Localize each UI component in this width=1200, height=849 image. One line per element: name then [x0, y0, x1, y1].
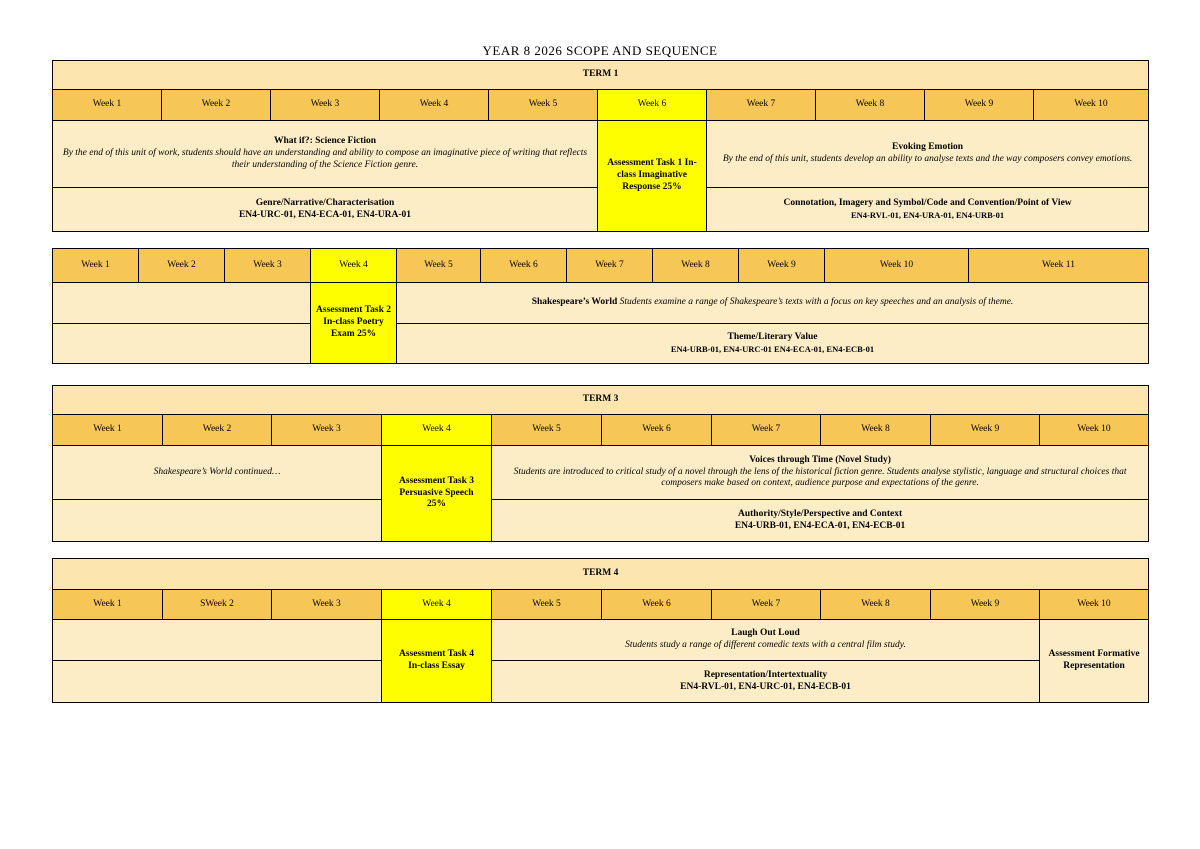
term1-unit1-desc: By the end of this unit of work, students should have an understanding and ability to compose an imaginative piece of writing that reflects their understanding of the Science Fiction genre.: [62, 148, 588, 170]
term4-week-8: Week 8: [821, 590, 931, 620]
term1-week-4: Week 4: [380, 90, 489, 121]
term4-formative: Assessment Formative Representation: [1040, 620, 1149, 703]
term3-assessment-name: Persuasive Speech: [399, 487, 474, 498]
term1-unit2-concepts-cell: [707, 188, 1149, 232]
term2-empty-top: [53, 283, 311, 324]
term3-unit-desc: Students are introduced to critical study of a novel through the lens of the historical fiction genre. Students analyse stylistic, language and structural choices that composers make based on context, audience purpose and expectations of the genre.: [513, 466, 1127, 489]
term2-week-7: Week 7: [567, 249, 653, 283]
term1-unit2-concept: Connotation, Imagery and Symbol/Code and Convention/Point of View: [783, 198, 1072, 209]
term2-week-10: Week 10: [825, 249, 969, 283]
term2-week-6: Week 6: [481, 249, 567, 283]
term4-week-1: Week 1: [53, 590, 163, 620]
term3-week-4: Week 4: [382, 415, 492, 446]
term4-empty-bottom: [53, 661, 382, 703]
term3-unit-title: Voices through Time (Novel Study): [749, 454, 891, 465]
term1-week-1: Week 1: [53, 90, 162, 121]
term3-week-2: Week 2: [163, 415, 272, 446]
term2-week-5: Week 5: [397, 249, 481, 283]
term1-unit2-desc: By the end of this unit, students develop an ability to analyse texts and the way composers convey emotions.: [722, 154, 1133, 164]
term2-week-9: Week 9: [739, 249, 825, 283]
term2-week-11: Week 11: [969, 249, 1149, 283]
term4-unit-cell: [492, 620, 1040, 661]
term1-week-10: Week 10: [1034, 90, 1149, 121]
term4-assessment-title: Assessment Task 4: [399, 649, 474, 660]
term3-week-10: Week 10: [1040, 415, 1149, 446]
term4-week-5: Week 5: [492, 590, 602, 620]
term4-week-2: SWeek 2: [163, 590, 272, 620]
term3-week-8: Week 8: [821, 415, 931, 446]
term1-assessment: Assessment Task 1 In-class Imaginative Response 25%: [598, 121, 707, 232]
term3-assessment-title: Assessment Task 3: [399, 475, 474, 486]
term4-week-9: Week 9: [931, 590, 1040, 620]
term1-week-5: Week 5: [489, 90, 598, 121]
term1-table: [52, 60, 1149, 232]
term4-assessment-cell: [382, 620, 492, 703]
term4-table: [52, 558, 1149, 703]
term4-week-4: Week 4: [382, 590, 492, 620]
term1-week-6: Week 6: [598, 90, 707, 121]
term4-empty-top: [53, 620, 382, 661]
term4-week-3: Week 3: [272, 590, 382, 620]
term4-assessment-name: In-class Essay: [408, 661, 465, 671]
term1-week-2: Week 2: [162, 90, 271, 121]
term1-unit2-cell: [707, 121, 1149, 188]
term2-assessment: Assessment Task 2 In-class Poetry Exam 25%: [311, 283, 397, 364]
term3-week-5: Week 5: [492, 415, 602, 446]
term2-week-3: Week 3: [225, 249, 311, 283]
term3-continued-cell: [53, 446, 382, 500]
term1-week-8: Week 8: [816, 90, 925, 121]
term3-week-7: Week 7: [712, 415, 821, 446]
term4-week-7: Week 7: [712, 590, 821, 620]
term2-unit-cell: [397, 283, 1149, 324]
term1-unit2-title: Evoking Emotion: [892, 142, 964, 153]
term3-week-9: Week 9: [931, 415, 1040, 446]
term4-heading: TERM 4: [53, 559, 1149, 590]
term4-concept: Representation/Intertextuality: [703, 669, 828, 680]
term1-unit1-title: What if?: Science Fiction: [273, 136, 377, 147]
term3-assessment-weight: 25%: [427, 499, 446, 510]
term3-heading: TERM 3: [53, 386, 1149, 415]
term4-outcomes: EN4-RVL-01, EN4-URC-01, EN4-ECB-01: [680, 681, 851, 692]
term1-week-7: Week 7: [707, 90, 816, 121]
term1-unit1-outcomes: EN4-URC-01, EN4-ECA-01, EN4-URA-01: [238, 209, 412, 220]
term1-unit2-outcomes: EN4-RVL-01, EN4-URA-01, EN4-URB-01: [850, 210, 1005, 221]
term4-unit-desc: Students study a range of different comedic texts with a central film study.: [625, 640, 906, 650]
term3-concepts-cell: [492, 500, 1149, 542]
term4-week-10: Week 10: [1040, 590, 1149, 620]
term2-week-4: Week 4: [311, 249, 397, 283]
term2-concepts-cell: [397, 324, 1149, 364]
term3-continued: Shakespeare’s World continued…: [153, 466, 281, 477]
term1-unit1-concept: Genre/Narrative/Characterisation: [255, 197, 395, 208]
term4-week-6: Week 6: [602, 590, 712, 620]
term3-empty-bottom: [53, 500, 382, 542]
term2-week-2: Week 2: [139, 249, 225, 283]
term4-concepts-cell: [492, 661, 1040, 703]
term2-outcomes: EN4-URB-01, EN4-URC-01 EN4-ECA-01, EN4-ECB-01: [670, 344, 875, 355]
term1-heading: TERM 1: [53, 61, 1149, 90]
term2-week-8: Week 8: [653, 249, 739, 283]
term3-week-3: Week 3: [272, 415, 382, 446]
term3-table: [52, 385, 1149, 542]
term3-assessment-cell: [382, 446, 492, 542]
page-title: YEAR 8 2026 SCOPE AND SEQUENCE: [482, 43, 718, 58]
term3-week-6: Week 6: [602, 415, 712, 446]
term1-week-3: Week 3: [271, 90, 380, 121]
term2-table: [52, 248, 1149, 364]
term1-unit1-concepts-cell: [53, 188, 598, 232]
term3-week-1: Week 1: [53, 415, 163, 446]
term1-week-9: Week 9: [925, 90, 1034, 121]
term3-outcomes: EN4-URB-01, EN4-ECA-01, EN4-ECB-01: [734, 520, 906, 531]
term1-unit1-cell: [53, 121, 598, 188]
term3-concept: Authority/Style/Perspective and Context: [738, 508, 903, 519]
term2-week-1: Week 1: [53, 249, 139, 283]
term4-unit-title: Laugh Out Loud: [731, 628, 800, 639]
term2-concept: Theme/Literary Value: [727, 332, 818, 343]
term2-empty-bottom: [53, 324, 311, 364]
term2-unit-desc: Students examine a range of Shakespeare’s texts with a focus on key speeches and an analysis of theme.: [619, 297, 1014, 308]
term3-unit-cell: [492, 446, 1149, 500]
term2-unit-title: Shakespeare’s World: [531, 297, 618, 308]
